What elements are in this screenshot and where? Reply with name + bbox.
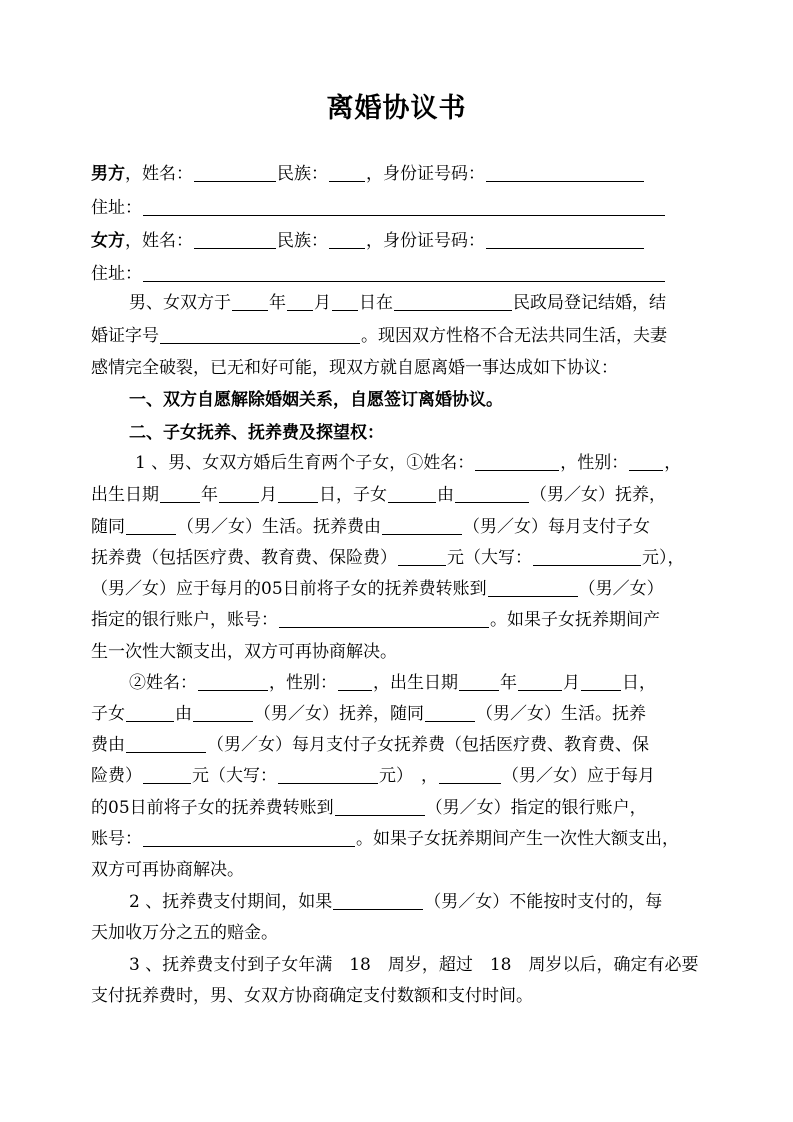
child1-line-1: 1 、男、女双方婚后生育两个子女，①姓名： ，性别： ， [135, 453, 682, 473]
female-name-blank[interactable] [194, 230, 276, 249]
child1-line-4: 抚养费（包括医疗费、教育费、保险费） 元（大写： 元）， [91, 548, 685, 568]
child1-payer-blank[interactable] [382, 516, 462, 535]
child2-gender-blank[interactable] [338, 672, 372, 691]
child1-amount-words-blank[interactable] [533, 547, 641, 566]
child2-amount-blank[interactable] [143, 765, 191, 784]
child2-line-1: ②姓名： ，性别： ，出生日期 年 月 日， [129, 673, 656, 693]
child2-child-blank[interactable] [126, 703, 174, 722]
child2-payer-blank[interactable] [126, 734, 206, 753]
child1-live-with-blank[interactable] [126, 516, 176, 535]
child1-name-blank[interactable] [475, 452, 559, 471]
male-address-blank[interactable] [143, 197, 665, 216]
child1-transfer-to-blank[interactable] [488, 578, 578, 597]
clause3-line-1: 3 、抚养费支付到子女年满 18 周岁，超过 18 周岁以后，确定有必要 [129, 955, 699, 975]
child1-line-2: 出生日期 年 月 日，子女 由 （男／女）抚养， [91, 485, 666, 505]
child1-line-6: 指定的银行账户，账号： 。如果子女抚养期间产 [91, 610, 660, 630]
child2-line-6: 账号： 。如果子女抚养期间产生一次性大额支出， [91, 829, 679, 849]
section-2-heading: 二、子女抚养、抚养费及探望权： [129, 423, 384, 443]
marriage-year-blank[interactable] [232, 292, 268, 311]
child2-transfer-from-blank[interactable] [439, 765, 501, 784]
child1-gender-blank[interactable] [629, 452, 663, 471]
child1-birth-month-blank[interactable] [219, 484, 259, 503]
child1-line-3: 随同 （男／女）生活。抚养费由 （男／女）每月支付子女 [91, 517, 650, 537]
clause2-line-2: 天加收万分之五的赔金。 [91, 923, 278, 943]
child1-account-blank[interactable] [279, 609, 489, 628]
child2-line-3: 费由 （男／女）每月支付子女抚养费（包括医疗费、教育费、保 [91, 735, 649, 755]
female-ethnicity-blank[interactable] [329, 230, 365, 249]
intro-line-2: 婚证字号 。现因双方性格不合无法共同生活，夫妻 [91, 326, 667, 346]
civil-affairs-bureau-blank[interactable] [394, 292, 512, 311]
female-label: 女方 [91, 231, 125, 251]
clause2-party-blank[interactable] [333, 891, 423, 910]
intro-line-1: 男、女双方于 年 月 日在 民政局登记结婚，结 [129, 293, 666, 313]
child2-line-4: 险费） 元（大写： 元） ， （男／女）应于每月 [91, 766, 655, 786]
child1-custodian-blank[interactable] [455, 484, 529, 503]
female-info-line: 女方，姓名： 民族： ，身份证号码： [91, 229, 707, 253]
male-label: 男方 [91, 164, 125, 184]
child2-birth-day-blank[interactable] [581, 672, 621, 691]
male-address-line: 住址： [91, 196, 707, 220]
child2-name-blank[interactable] [198, 672, 268, 691]
female-address-line: 住址： [91, 262, 707, 286]
marriage-cert-no-blank[interactable] [160, 325, 360, 344]
clause2-line-1: 2 、抚养费支付期间，如果 （男／女）不能按时支付的，每 [129, 892, 663, 912]
child1-line-7: 生一次性大额支出，双方可再协商解决。 [91, 642, 397, 662]
child2-account-blank[interactable] [143, 828, 355, 847]
intro-line-3: 感情完全破裂，已无和好可能，现双方就自愿离婚一事达成如下协议： [91, 358, 618, 378]
child2-transfer-to-blank[interactable] [335, 797, 425, 816]
document-title: 离婚协议书 [326, 93, 467, 124]
male-info-line: 男方，姓名： 民族： ，身份证号码： [91, 162, 707, 186]
marriage-day-blank[interactable] [332, 292, 358, 311]
male-name-blank[interactable] [194, 163, 276, 182]
marriage-month-blank[interactable] [287, 292, 313, 311]
child2-amount-words-blank[interactable] [278, 765, 378, 784]
child1-birth-year-blank[interactable] [160, 484, 200, 503]
child2-line-7: 双方可再协商解决。 [91, 860, 244, 880]
child1-line-5: （男／女）应于每月的05日前将子女的抚养费转账到 （男／女） [91, 579, 664, 599]
female-id-blank[interactable] [486, 230, 644, 249]
child2-birth-year-blank[interactable] [459, 672, 499, 691]
child2-custodian-blank[interactable] [193, 703, 253, 722]
section-1-heading: 一、双方自愿解除婚姻关系，自愿签订离婚协议。 [129, 390, 503, 410]
clause3-line-2: 支付抚养费时，男、女双方协商确定支付数额和支付时间。 [91, 986, 533, 1006]
male-id-blank[interactable] [486, 163, 644, 182]
male-ethnicity-blank[interactable] [329, 163, 365, 182]
child2-live-with-blank[interactable] [425, 703, 475, 722]
child2-line-2: 子女 由 （男／女）抚养，随同 （男／女）生活。抚养 [91, 704, 646, 724]
child1-birth-day-blank[interactable] [278, 484, 318, 503]
child1-child-blank[interactable] [388, 484, 436, 503]
child1-amount-blank[interactable] [398, 547, 446, 566]
child2-line-5: 的05日前将子女的抚养费转账到 （男／女）指定的银行账户， [91, 798, 647, 818]
female-address-blank[interactable] [143, 263, 665, 282]
child2-birth-month-blank[interactable] [518, 672, 562, 691]
